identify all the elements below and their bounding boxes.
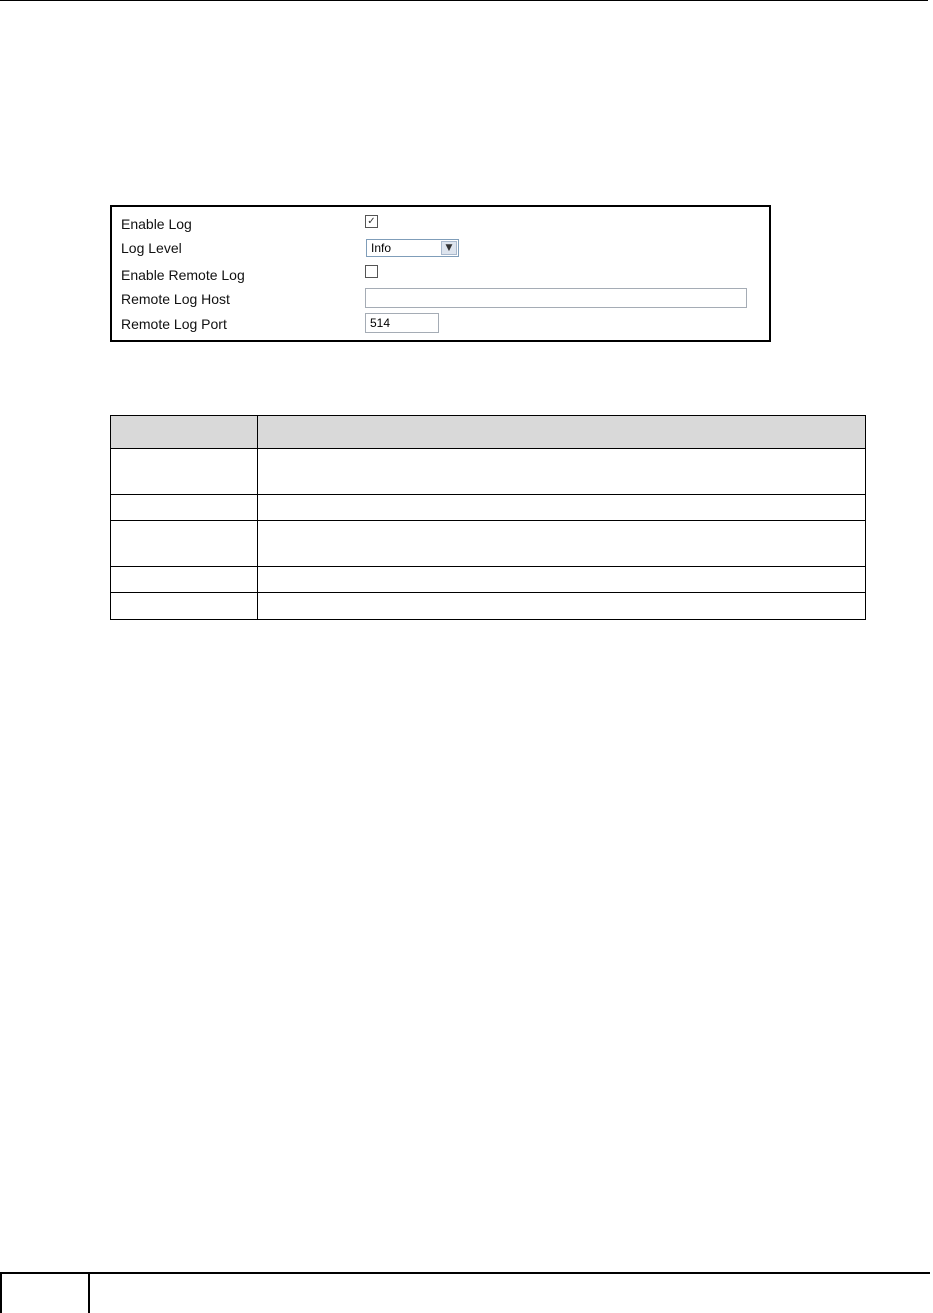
table-header-row (111, 416, 866, 449)
table-cell-description (258, 593, 866, 620)
table-row (111, 593, 866, 620)
table-cell-label (111, 495, 258, 521)
table-cell-description (258, 449, 866, 495)
table-cell-description (258, 567, 866, 593)
table-cell-label (111, 521, 258, 567)
table-cell-label (111, 567, 258, 593)
enable-remote-log-checkbox[interactable] (365, 265, 378, 278)
log-level-select[interactable] (366, 239, 459, 257)
log-settings-panel (110, 205, 771, 342)
description-table (110, 415, 866, 620)
remote-log-port-label: Remote Log Port (121, 316, 227, 332)
table-header-description (258, 416, 866, 449)
table-row (111, 521, 866, 567)
enable-log-label: Enable Log (121, 216, 192, 232)
table-row (111, 495, 866, 521)
header-rule (0, 0, 928, 1)
table-row (111, 567, 866, 593)
table-cell-label (111, 593, 258, 620)
enable-log-row (121, 214, 192, 234)
enable-remote-log-label: Enable Remote Log (121, 267, 245, 283)
table-cell-description (258, 495, 866, 521)
remote-log-host-row (121, 289, 230, 309)
log-level-value: Info (371, 241, 392, 255)
enable-log-checkbox[interactable] (365, 215, 378, 228)
table-cell-description (258, 521, 866, 567)
log-level-row (121, 238, 182, 258)
table-cell-label (111, 449, 258, 495)
remote-log-port-row (121, 314, 227, 334)
chevron-down-icon[interactable]: ▼ (441, 241, 457, 255)
remote-log-host-label: Remote Log Host (121, 291, 230, 307)
table-row (111, 449, 866, 495)
table-header-label (111, 416, 258, 449)
enable-remote-log-row (121, 265, 245, 285)
footer-rule (90, 1272, 930, 1274)
remote-log-port-input[interactable]: 514 (365, 313, 439, 333)
page-number-box (0, 1272, 90, 1313)
check-mark-icon: ✓ (367, 215, 376, 227)
remote-log-host-input[interactable] (365, 288, 747, 308)
log-level-label: Log Level (121, 240, 182, 256)
